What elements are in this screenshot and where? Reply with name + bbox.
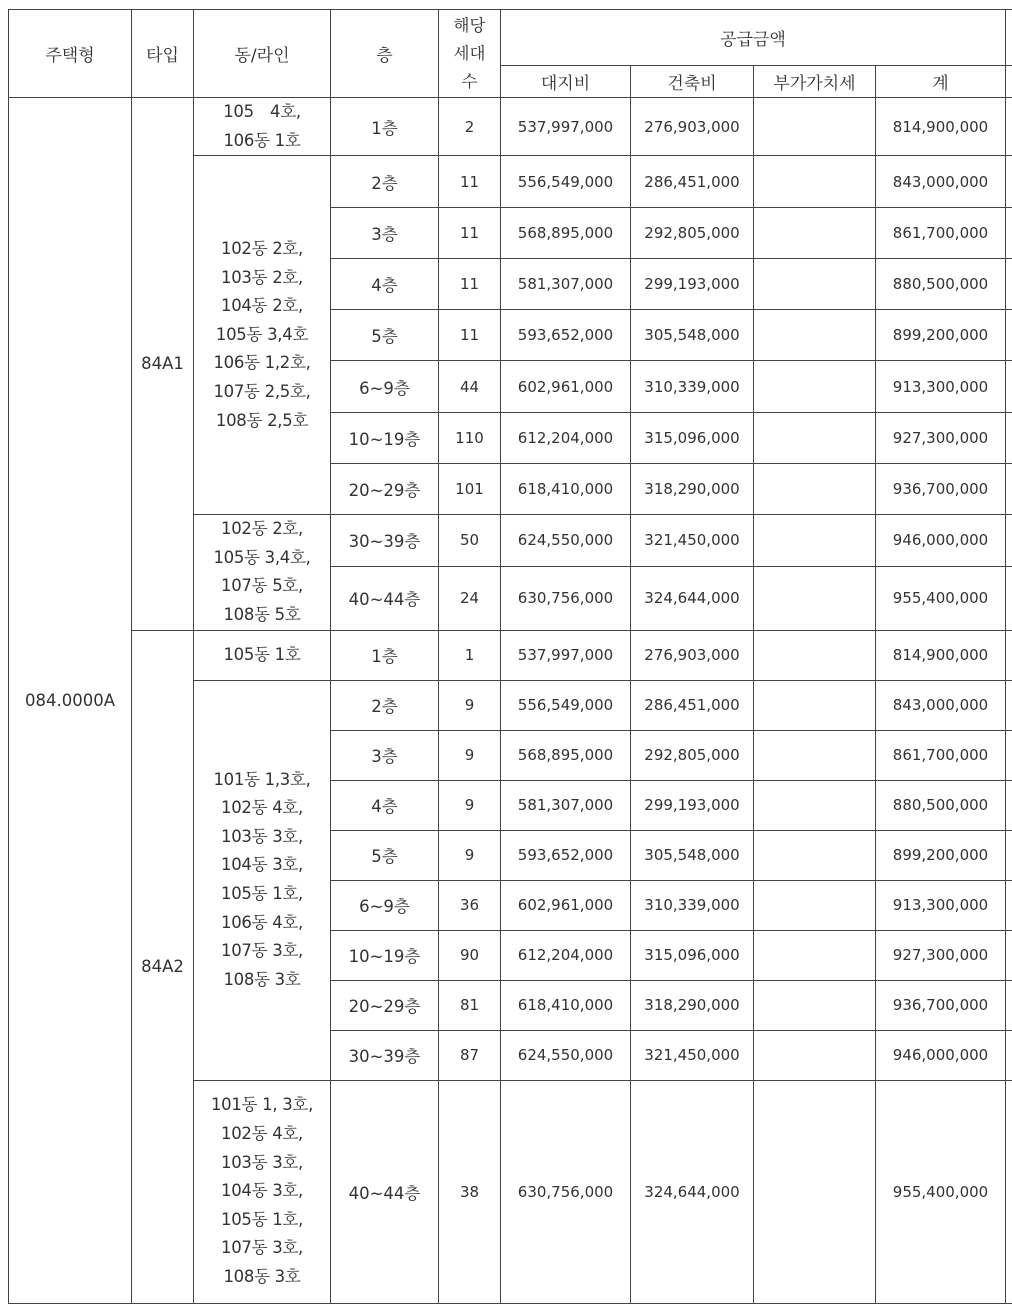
header-supply-price: 공급금액 xyxy=(501,10,1006,66)
floor-cell: 20~29층 xyxy=(331,980,439,1030)
header-households-line: 해당 xyxy=(453,15,486,35)
land-cost-cell: 568,895,000 xyxy=(501,730,631,780)
clipped-cell xyxy=(1006,980,1012,1030)
building-line-text: 106동 1,2호, xyxy=(213,353,311,373)
building-line-text: 103동 2호, xyxy=(221,267,303,287)
floor-cell: 1층 xyxy=(331,630,439,680)
vat-cell xyxy=(754,413,876,464)
vat-cell xyxy=(754,515,876,567)
supply-price-table xyxy=(8,9,1012,1304)
land-cost-cell: 612,204,000 xyxy=(501,930,631,980)
clipped-cell xyxy=(1006,880,1012,930)
land-cost-cell: 612,204,000 xyxy=(501,413,631,464)
header-type: 타입 xyxy=(132,10,194,98)
total-cell: 814,900,000 xyxy=(876,630,1006,680)
clipped-cell xyxy=(1006,780,1012,830)
household-count-cell: 11 xyxy=(439,156,501,208)
household-count-cell: 87 xyxy=(439,1030,501,1080)
clipped-cell xyxy=(1006,730,1012,780)
building-line-text: 104동 3호, xyxy=(221,855,303,875)
vat-cell xyxy=(754,1030,876,1080)
land-cost-cell: 537,997,000 xyxy=(501,98,631,156)
floor-cell: 40~44층 xyxy=(331,1080,439,1303)
floor-cell: 20~29층 xyxy=(331,464,439,515)
header-building: 건축비 xyxy=(631,66,754,98)
header-households-line: 수 xyxy=(461,71,478,91)
building-cost-cell: 315,096,000 xyxy=(631,930,754,980)
household-count-cell: 81 xyxy=(439,980,501,1030)
header-land: 대지비 xyxy=(501,66,631,98)
building-cost-cell: 318,290,000 xyxy=(631,980,754,1030)
vat-cell xyxy=(754,980,876,1030)
land-cost-cell: 593,652,000 xyxy=(501,310,631,361)
floor-cell: 5층 xyxy=(331,310,439,361)
building-line-cell xyxy=(194,156,331,515)
clipped-cell xyxy=(1006,208,1012,259)
vat-cell xyxy=(754,830,876,880)
land-cost-cell: 556,549,000 xyxy=(501,156,631,208)
house-type-cell: 084.0000A xyxy=(9,98,132,1304)
building-cost-cell: 315,096,000 xyxy=(631,413,754,464)
household-count-cell: 101 xyxy=(439,464,501,515)
table-row xyxy=(9,98,1012,156)
total-cell: 927,300,000 xyxy=(876,413,1006,464)
land-cost-cell: 593,652,000 xyxy=(501,830,631,880)
building-line-text: 102동 2호, xyxy=(221,239,303,259)
household-count-cell: 110 xyxy=(439,413,501,464)
clipped-cell xyxy=(1006,98,1012,156)
floor-cell: 30~39층 xyxy=(331,515,439,567)
land-cost-cell: 624,550,000 xyxy=(501,515,631,567)
building-cost-cell: 321,450,000 xyxy=(631,515,754,567)
building-cost-cell: 324,644,000 xyxy=(631,1080,754,1303)
building-cost-cell: 276,903,000 xyxy=(631,630,754,680)
building-line-cell xyxy=(194,1080,331,1303)
land-cost-cell: 581,307,000 xyxy=(501,259,631,310)
household-count-cell: 50 xyxy=(439,515,501,567)
land-cost-cell: 624,550,000 xyxy=(501,1030,631,1080)
household-count-cell: 11 xyxy=(439,259,501,310)
total-cell: 946,000,000 xyxy=(876,1030,1006,1080)
clipped-cell xyxy=(1006,1080,1012,1303)
floor-cell: 1층 xyxy=(331,98,439,156)
building-cost-cell: 276,903,000 xyxy=(631,98,754,156)
household-count-cell: 38 xyxy=(439,1080,501,1303)
land-cost-cell: 630,756,000 xyxy=(501,1080,631,1303)
total-cell: 955,400,000 xyxy=(876,566,1006,630)
vat-cell xyxy=(754,208,876,259)
land-cost-cell: 581,307,000 xyxy=(501,780,631,830)
building-line-text: 105동 3,4호, xyxy=(213,547,311,567)
building-line-text: 105 4호, xyxy=(223,102,301,121)
floor-cell: 2층 xyxy=(331,156,439,208)
building-line-text: 105동 1호, xyxy=(221,884,303,904)
building-cost-cell: 321,450,000 xyxy=(631,1030,754,1080)
vat-cell xyxy=(754,98,876,156)
total-cell: 843,000,000 xyxy=(876,680,1006,730)
floor-cell: 6~9층 xyxy=(331,361,439,413)
type-cell: 84A2 xyxy=(132,630,194,1303)
building-line-text: 108동 5호 xyxy=(223,604,301,624)
household-count-cell: 11 xyxy=(439,310,501,361)
header-house-type: 주택형 xyxy=(9,10,132,98)
floor-cell: 6~9층 xyxy=(331,880,439,930)
vat-cell xyxy=(754,680,876,730)
total-cell: 927,300,000 xyxy=(876,930,1006,980)
clipped-cell xyxy=(1006,1030,1012,1080)
clipped-cell xyxy=(1006,680,1012,730)
total-cell: 880,500,000 xyxy=(876,780,1006,830)
building-line-cell xyxy=(194,680,331,1080)
floor-cell: 30~39층 xyxy=(331,1030,439,1080)
vat-cell xyxy=(754,361,876,413)
building-line-text: 107동 3호, xyxy=(221,1238,303,1258)
land-cost-cell: 618,410,000 xyxy=(501,464,631,515)
land-cost-cell: 556,549,000 xyxy=(501,680,631,730)
building-line-text: 106동 4호, xyxy=(221,912,303,932)
building-line-text: 103동 3호, xyxy=(221,1152,303,1172)
table-header xyxy=(9,10,1012,98)
building-line-text: 108동 3호 xyxy=(223,969,301,989)
household-count-cell: 1 xyxy=(439,630,501,680)
household-count-cell: 9 xyxy=(439,680,501,730)
total-cell: 861,700,000 xyxy=(876,730,1006,780)
building-line-text: 106동 1호 xyxy=(223,130,301,150)
clipped-cell xyxy=(1006,156,1012,208)
total-cell: 936,700,000 xyxy=(876,464,1006,515)
clipped-cell xyxy=(1006,930,1012,980)
clipped-cell xyxy=(1006,566,1012,630)
table-row xyxy=(9,630,1012,680)
land-cost-cell: 602,961,000 xyxy=(501,880,631,930)
building-cost-cell: 286,451,000 xyxy=(631,156,754,208)
building-cost-cell: 310,339,000 xyxy=(631,361,754,413)
building-line-text: 104동 3호, xyxy=(221,1181,303,1201)
total-cell: 814,900,000 xyxy=(876,98,1006,156)
vat-cell xyxy=(754,1080,876,1303)
household-count-cell: 90 xyxy=(439,930,501,980)
total-cell: 861,700,000 xyxy=(876,208,1006,259)
vat-cell xyxy=(754,156,876,208)
floor-cell: 4층 xyxy=(331,780,439,830)
household-count-cell: 11 xyxy=(439,208,501,259)
building-line-text: 107동 3호, xyxy=(221,941,303,961)
vat-cell xyxy=(754,880,876,930)
building-cost-cell: 305,548,000 xyxy=(631,830,754,880)
header-vat: 부가가치세 xyxy=(754,66,876,98)
household-count-cell: 9 xyxy=(439,780,501,830)
vat-cell xyxy=(754,259,876,310)
building-line-text: 104동 2호, xyxy=(221,296,303,316)
clipped-cell xyxy=(1006,259,1012,310)
building-line-text: 108동 2,5호 xyxy=(215,410,309,430)
building-line-text: 101동 1,3호, xyxy=(213,769,311,789)
vat-cell xyxy=(754,630,876,680)
land-cost-cell: 602,961,000 xyxy=(501,361,631,413)
building-line-text: 101동 1, 3호, xyxy=(210,1095,314,1115)
floor-cell: 2층 xyxy=(331,680,439,730)
building-line-text: 102동 2호, xyxy=(221,519,303,539)
floor-cell: 5층 xyxy=(331,830,439,880)
clipped-cell xyxy=(1006,830,1012,880)
land-cost-cell: 630,756,000 xyxy=(501,566,631,630)
header-total: 계 xyxy=(876,66,1006,98)
building-cost-cell: 299,193,000 xyxy=(631,259,754,310)
building-cost-cell: 292,805,000 xyxy=(631,730,754,780)
building-line-text: 108동 3호 xyxy=(223,1267,301,1287)
table-body xyxy=(9,98,1012,1304)
building-cost-cell: 305,548,000 xyxy=(631,310,754,361)
total-cell: 880,500,000 xyxy=(876,259,1006,310)
vat-cell xyxy=(754,930,876,980)
building-line-text: 107동 2,5호, xyxy=(213,382,311,402)
header-clipped-cell xyxy=(1006,10,1012,66)
total-cell: 913,300,000 xyxy=(876,361,1006,413)
header-households-line: 세대 xyxy=(453,43,486,63)
header-floor: 층 xyxy=(331,10,439,98)
total-cell: 899,200,000 xyxy=(876,310,1006,361)
building-cost-cell: 318,290,000 xyxy=(631,464,754,515)
household-count-cell: 24 xyxy=(439,566,501,630)
building-line-text: 107동 5호, xyxy=(221,576,303,596)
total-cell: 955,400,000 xyxy=(876,1080,1006,1303)
land-cost-cell: 568,895,000 xyxy=(501,208,631,259)
building-line-text: 102동 4호, xyxy=(221,798,303,818)
building-cost-cell: 324,644,000 xyxy=(631,566,754,630)
total-cell: 913,300,000 xyxy=(876,880,1006,930)
header-households xyxy=(439,10,501,98)
building-cost-cell: 299,193,000 xyxy=(631,780,754,830)
vat-cell xyxy=(754,566,876,630)
household-count-cell: 36 xyxy=(439,880,501,930)
land-cost-cell: 618,410,000 xyxy=(501,980,631,1030)
building-line-cell xyxy=(194,515,331,630)
clipped-cell xyxy=(1006,361,1012,413)
vat-cell xyxy=(754,310,876,361)
vat-cell xyxy=(754,730,876,780)
clipped-cell xyxy=(1006,515,1012,567)
building-line-text: 105동 1호, xyxy=(221,1209,303,1229)
floor-cell: 40~44층 xyxy=(331,566,439,630)
household-count-cell: 9 xyxy=(439,730,501,780)
clipped-cell xyxy=(1006,464,1012,515)
floor-cell: 10~19층 xyxy=(331,413,439,464)
building-line-text: 102동 4호, xyxy=(221,1124,303,1144)
total-cell: 899,200,000 xyxy=(876,830,1006,880)
clipped-cell xyxy=(1006,413,1012,464)
land-cost-cell: 537,997,000 xyxy=(501,630,631,680)
household-count-cell: 9 xyxy=(439,830,501,880)
building-cost-cell: 286,451,000 xyxy=(631,680,754,730)
header-clipped-cell xyxy=(1006,66,1012,98)
type-cell: 84A1 xyxy=(132,98,194,631)
household-count-cell: 2 xyxy=(439,98,501,156)
building-line-text: 105동 3,4호 xyxy=(215,324,309,344)
floor-cell: 10~19층 xyxy=(331,930,439,980)
household-count-cell: 44 xyxy=(439,361,501,413)
total-cell: 843,000,000 xyxy=(876,156,1006,208)
clipped-cell xyxy=(1006,310,1012,361)
building-cost-cell: 292,805,000 xyxy=(631,208,754,259)
vat-cell xyxy=(754,780,876,830)
total-cell: 946,000,000 xyxy=(876,515,1006,567)
building-line-cell xyxy=(194,98,331,156)
building-line-cell xyxy=(194,630,331,680)
vat-cell xyxy=(754,464,876,515)
building-cost-cell: 310,339,000 xyxy=(631,880,754,930)
clipped-cell xyxy=(1006,630,1012,680)
total-cell: 936,700,000 xyxy=(876,980,1006,1030)
floor-cell: 4층 xyxy=(331,259,439,310)
floor-cell: 3층 xyxy=(331,208,439,259)
header-building-line: 동/라인 xyxy=(194,10,331,98)
building-line-text: 105동 1호 xyxy=(223,644,301,664)
floor-cell: 3층 xyxy=(331,730,439,780)
building-line-text: 103동 3호, xyxy=(221,826,303,846)
